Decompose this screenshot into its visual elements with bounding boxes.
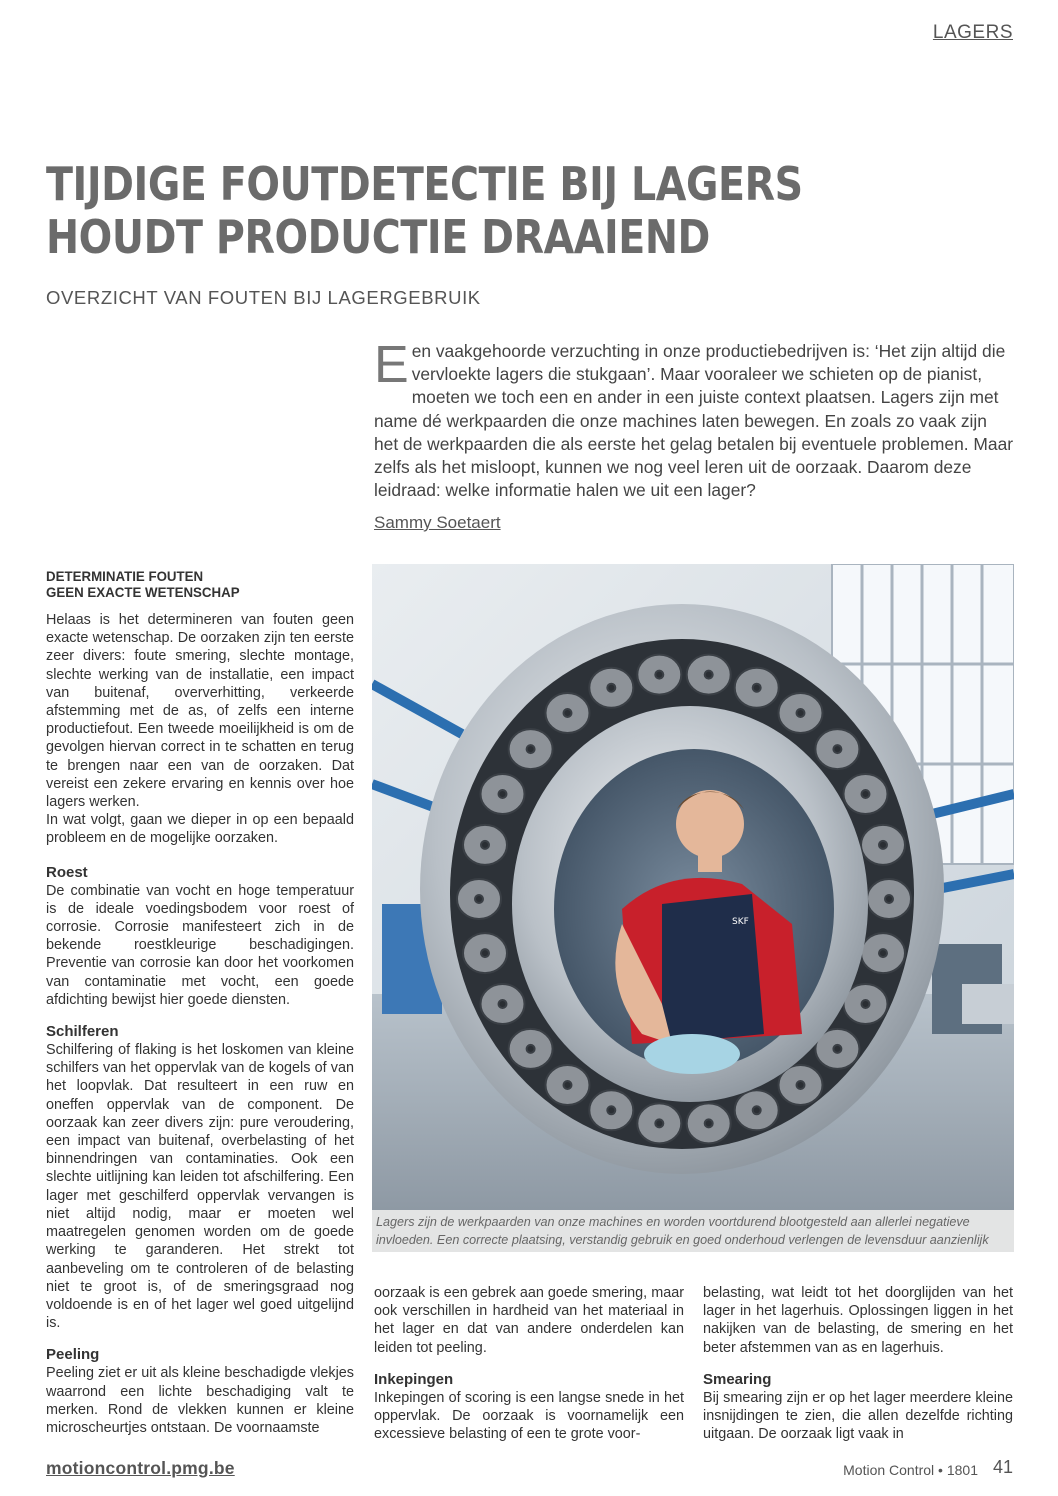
paragraph: Helaas is het determineren van fouten geen exacte wetenschap. De oorzaken zijn ten eerste zeer divers: foute smering, slechte montage, slechte werking van de installatie, een impact van buitenaf, oververhitting, verkeerde afstemming met de as, of zelfs een interne productiefout. Een tweede moeilijkheid is om de gevolgen hiervan correct in te schatten en terug te brengen naar een van de oorzaken. Dat vereist een zekere ervaring en kennis over hoe lagers werken. — [46, 612, 354, 811]
roller-hole — [499, 790, 507, 798]
paragraph: In wat volgt, gaan we dieper in op een bepaald probleem en de mogelijke oorzaken. — [46, 812, 354, 847]
heading-line-1: DETERMINATIE FOUTEN — [46, 568, 204, 584]
roller-hole — [753, 684, 761, 692]
paragraph: oorzaak is een gebrek aan goede smering, maar ook verschillen in hardheid van het materiaal in het lager en dat van andere onderdelen kan leiden tot peeling. — [374, 1285, 684, 1356]
roller-hole — [655, 1119, 663, 1127]
column-3 — [703, 1284, 1013, 1443]
article-title — [46, 158, 820, 264]
section-tag: LAGERS — [932, 22, 1013, 43]
column-2 — [374, 1284, 684, 1443]
bearing-photo — [372, 564, 1014, 1210]
roller-hole — [885, 895, 893, 903]
footer-magazine-issue: Motion Control • 1801 — [843, 1462, 978, 1478]
heading-line-2: GEEN EXACTE WETENSCHAP — [46, 584, 240, 600]
paragraph: belasting, wat leidt tot het doorglijden van het lager in het lagerhuis. Oplossingen liggen in het nakijken van de belasting, de smering en het beter afstemmen van as en lagerhuis. — [703, 1285, 1013, 1356]
paragraph: Inkepingen of scoring is een langse snede in het oppervlak. De oorzaak is voornamelijk een excessieve belasting of een te grote voor- — [374, 1389, 684, 1443]
roller-hole — [655, 671, 663, 679]
article-subtitle: OVERZICHT VAN FOUTEN BIJ LAGERGEBRUIK — [46, 287, 481, 308]
roller-hole — [705, 671, 713, 679]
author-link[interactable]: Sammy Soetaert — [374, 513, 501, 532]
roller-hole — [753, 1106, 761, 1114]
heading-peeling: Peeling — [46, 1346, 100, 1364]
roller-hole — [879, 841, 887, 849]
bearing-illustration — [372, 564, 1014, 1210]
roller-hole — [527, 1045, 535, 1053]
roller-hole — [862, 790, 870, 798]
drop-cap: E — [374, 336, 409, 394]
roller-hole — [607, 1106, 615, 1114]
section-heading-determinatie — [46, 568, 339, 600]
roller-hole — [607, 684, 615, 692]
heading-inkepingen: Inkepingen — [374, 1370, 454, 1388]
paragraph: Peeling ziet er uit als kleine beschadigde vlekjes waarrond een lichte beschadiging valt te merken. Rond de vlekken kunnen er kleine microscheurtjes ontstaan. De voornaamste — [46, 1365, 354, 1436]
title-line-2: HOUDT PRODUCTIE DRAAIEND — [46, 210, 710, 264]
roller-hole — [833, 745, 841, 753]
roller-hole — [833, 1045, 841, 1053]
roller-hole — [564, 1081, 572, 1089]
roller-hole — [499, 1000, 507, 1008]
roller-hole — [705, 1119, 713, 1127]
roller-hole — [862, 1000, 870, 1008]
title-line-1: TIJDIGE FOUTDETECTIE BIJ LAGERS — [46, 157, 803, 211]
roller-hole — [797, 709, 805, 717]
heading-smearing: Smearing — [703, 1370, 772, 1388]
intro-text: en vaakgehoorde verzuchting in onze productiebedrijven is: ‘Het zijn altijd die vervloekte lagers die stukgaan’. Maar vooraleer we schieten op de pianist, moeten we toch een en ander in een juiste context plaatsen. Lagers zijn met name dé werkpaarden die onze machines laten bewegen. En zoals zo vaak zijn het de werkpaarden die als eerste het gelag betalen bij eventuele problemen. Maar zelfs als het misloopt, kunnen we nog veel leren uit de oorzaak. Daarom deze leidraad: welke informatie halen we uit een lager? — [374, 341, 1014, 501]
footer-website-link[interactable]: motioncontrol.pmg.be — [46, 1458, 235, 1478]
roller-hole — [475, 895, 483, 903]
paragraph: De combinatie van vocht en hoge temperatuur is de ideale voedingsbodem voor roest of corrosie. Corrosie manifesteert zich in de bekende roestkleurige beschadigingen. Preventie van corrosie kan door het voorkomen van contaminatie met vocht, een goede afdichting bewijst hier goede diensten. — [46, 882, 354, 1008]
photo-caption: Lagers zijn de werkpaarden van onze machines en worden voortdurend blootgesteld aan allerlei negatieve invloeden. Een correcte plaatsing, verstandig gebruik en goed onderhoud verlengen de levensduur aanzienlijk — [372, 1210, 1014, 1252]
roller-hole — [564, 709, 572, 717]
roller-hole — [797, 1081, 805, 1089]
roller-hole — [527, 745, 535, 753]
heading-schilferen: Schilferen — [46, 1023, 119, 1041]
column-1 — [46, 568, 354, 1437]
intro-paragraph — [374, 336, 1014, 502]
shirt-logo: SKF — [732, 917, 749, 927]
roller-hole — [481, 949, 489, 957]
paragraph: Bij smearing zijn er op het lager meerdere kleine insnijdingen te zien, die allen dezelfde richting uitgaan. De oorzaak ligt vaak in — [703, 1389, 1013, 1443]
paragraph: Schilfering of flaking is het loskomen van kleine schilfers van het oppervlak van de kogels of van het loopvlak. Dat resulteert in een ruw en oneffen oppervlak van de component. De oorzaak kan zeer divers zijn: pure veroudering, een impact van buitenaf, overbelasting of het binnendringen van contaminaties. Ook een slechte uitlijning kan leiden tot afschilfering. Een lager met geschilferd oppervlak vervangen is niet altijd nodig, maar er moeten wel maatregelen genomen worden om de goede werking te garanderen. Het strekt tot aanbeveling om te controleren of de belasting niet te groot is, of de smeringsgraad nog voldoende is en of het lager wel goed uitgelijnd is. — [46, 1042, 354, 1332]
roller-hole — [481, 841, 489, 849]
roller-hole — [879, 949, 887, 957]
heading-roest: Roest — [46, 863, 88, 881]
page-number: 41 — [992, 1457, 1013, 1477]
